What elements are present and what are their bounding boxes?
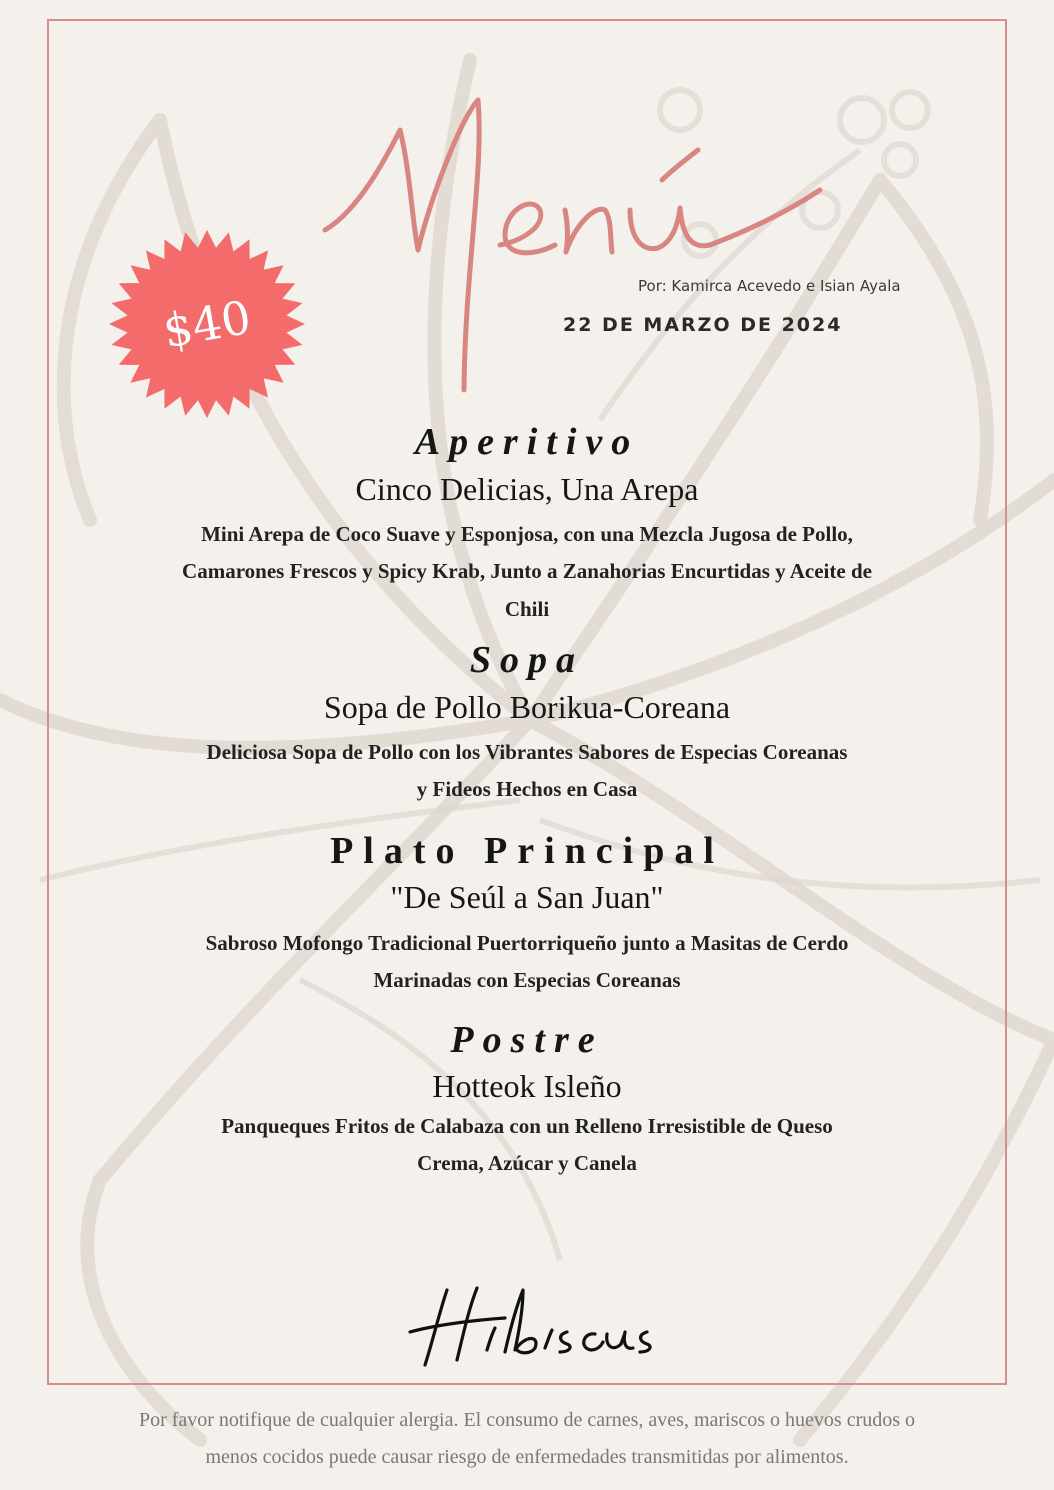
- dish-description-line: Marinadas con Especias Coreanas: [373, 968, 681, 993]
- section-title: Sopa: [469, 639, 585, 682]
- dish-name: Sopa de Pollo Borikua-Coreana: [323, 688, 731, 725]
- dish-description: [100, 734, 954, 809]
- section-title: Plato Principal: [330, 829, 724, 872]
- section-plato-principal: [100, 829, 954, 1000]
- dish-description: [100, 516, 954, 628]
- dish-description-line: Panqueques Fritos de Calabaza con un Relleno Irresistible de Queso: [221, 1113, 833, 1138]
- dish-description-line: Sabroso Mofongo Tradicional Puertorriqueño junto a Masitas de Cerdo: [205, 930, 849, 955]
- section-title: Aperitivo: [414, 421, 640, 463]
- dish-description-line: Camarones Frescos y Spicy Krab, Junto a Zanahorias Encurtidas y Aceite de: [182, 559, 872, 584]
- dish-description-line: y Fideos Hechos en Casa: [416, 777, 638, 802]
- menu-date: 22 DE MARZO DE 2024: [563, 314, 843, 336]
- dish-name: Hotteok Isleño: [432, 1068, 622, 1105]
- dish-name: "De Seúl a San Juan": [390, 879, 664, 916]
- section-sopa: [100, 638, 954, 809]
- brand-logo-script: [395, 1280, 665, 1380]
- menu-authors: Por: Kamirca Acevedo e Isian Ayala: [638, 277, 901, 295]
- menu-title-script: [300, 60, 860, 400]
- dish-name: Cinco Delicias, Una Arepa: [355, 470, 699, 507]
- price-label: $40: [159, 289, 255, 359]
- allergy-disclaimer: [16, 1402, 1038, 1476]
- dish-description-line: Deliciosa Sopa de Pollo con los Vibrantes Sabores de Especias Coreanas: [206, 740, 848, 765]
- dish-description: [100, 1108, 954, 1183]
- dish-description-line: Crema, Azúcar y Canela: [417, 1150, 637, 1175]
- section-title: Postre: [450, 1018, 604, 1061]
- disclaimer-line: Por favor notifique de cualquier alergia. El consumo de carnes, aves, mariscos o huevos crudos o: [138, 1409, 916, 1431]
- dish-description-line: Mini Arepa de Coco Suave y Esponjosa, con una Mezcla Jugosa de Pollo,: [201, 521, 853, 546]
- dish-description: [100, 925, 954, 1000]
- disclaimer-line: menos cocidos puede causar riesgo de enfermedades transmitidas por alimentos.: [205, 1446, 849, 1468]
- menu-content: [100, 420, 954, 1182]
- dish-description-line: Chili: [504, 596, 550, 621]
- section-aperitivo: [100, 420, 954, 628]
- section-postre: [100, 1018, 954, 1183]
